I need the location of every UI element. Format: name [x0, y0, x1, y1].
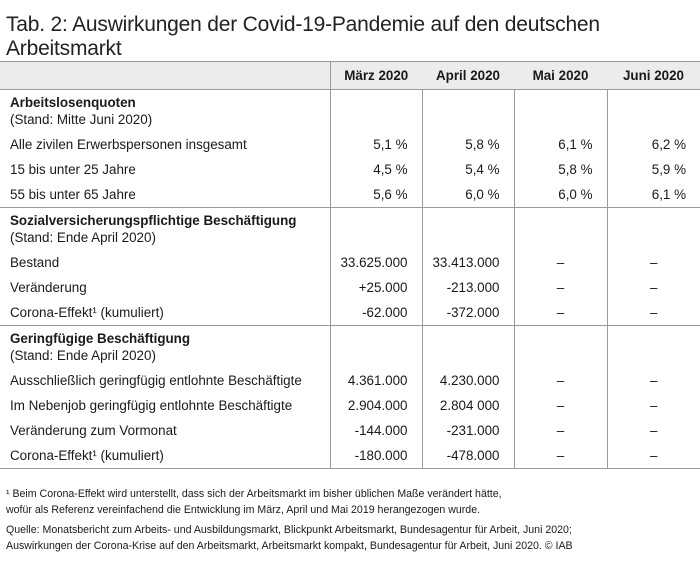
row-label: Alle zivilen Erwerbspersonen insgesamt [10, 137, 247, 152]
section-header-geringfuegig [0, 326, 700, 369]
footnote-line: wofür als Referenz vereinfachend die Entwicklung im März, April und Mai 2019 herangezogen wurde. [6, 504, 481, 516]
cell-value: – [607, 368, 700, 393]
table-row [0, 300, 700, 326]
table-body [0, 90, 700, 469]
section-heading: Geringfügige Beschäftigung [10, 331, 191, 346]
cell-value: – [607, 443, 700, 469]
cell-value: – [514, 275, 607, 300]
header-juni: Juni 2020 [607, 62, 700, 90]
header-april: April 2020 [422, 62, 514, 90]
data-table [0, 61, 700, 469]
section-header-arbeitslosenquoten [0, 90, 700, 133]
row-label: Veränderung [10, 280, 87, 295]
header-label-cell [0, 62, 330, 90]
cell-value: 6,0 % [422, 182, 514, 208]
cell-value: – [607, 275, 700, 300]
cell-value: -62.000 [330, 300, 422, 326]
row-label: Im Nebenjob geringfügig entlohnte Beschäftigte [10, 398, 293, 413]
header-row [0, 62, 700, 90]
table-row [0, 132, 700, 157]
cell-value: 5,8 % [422, 132, 514, 157]
section-title [0, 326, 330, 369]
cell-value: 33.413.000 [422, 250, 514, 275]
row-label: Veränderung zum Vormonat [10, 423, 177, 438]
source-line: Quelle: Monatsbericht zum Arbeits- und Ausbildungsmarkt, Blickpunkt Arbeitsmarkt, Bundesagentur für Arbeit, Juni 2020; [6, 524, 572, 536]
section-title [0, 90, 330, 133]
cell-value: -144.000 [330, 418, 422, 443]
row-label: Ausschließlich geringfügig entlohnte Beschäftigte [10, 373, 302, 388]
cell-value: 2.804 000 [422, 393, 514, 418]
cell-value: 5,4 % [422, 157, 514, 182]
cell-value: 2.904.000 [330, 393, 422, 418]
table-row [0, 443, 700, 469]
cell-value: -180.000 [330, 443, 422, 469]
cell-value: +25.000 [330, 275, 422, 300]
cell-value: – [607, 393, 700, 418]
header-maerz: März 2020 [330, 62, 422, 90]
cell-value: 6,1 % [607, 182, 700, 208]
cell-value: – [514, 368, 607, 393]
section-subheading: (Stand: Mitte Juni 2020) [10, 112, 153, 127]
cell-value: – [607, 418, 700, 443]
cell-value: -478.000 [422, 443, 514, 469]
cell-value: 6,2 % [607, 132, 700, 157]
section-header-sozialversicherung [0, 208, 700, 251]
cell-value: 5,1 % [330, 132, 422, 157]
table-row [0, 182, 700, 208]
cell-value: -231.000 [422, 418, 514, 443]
row-label: Corona-Effekt¹ (kumuliert) [10, 305, 164, 320]
cell-value: – [514, 250, 607, 275]
cell-value: – [514, 393, 607, 418]
table-row [0, 250, 700, 275]
row-label: Bestand [10, 255, 60, 270]
cell-value: -213.000 [422, 275, 514, 300]
source-line: Auswirkungen der Corona-Krise auf den Arbeitsmarkt, Arbeitsmarkt kompakt, Bundesagentur für Arbeit, Juni 2020. © IAB [6, 540, 573, 552]
cell-value: 4.230.000 [422, 368, 514, 393]
table-row [0, 393, 700, 418]
table-row [0, 275, 700, 300]
table-title: Tab. 2: Auswirkungen der Covid-19-Pandemie auf den deutschen Arbeitsmarkt [6, 13, 600, 60]
cell-value: – [607, 250, 700, 275]
row-label: Corona-Effekt¹ (kumuliert) [0, 443, 330, 469]
cell-value: – [514, 443, 607, 469]
cell-value: 4,5 % [330, 157, 422, 182]
cell-value: 5,9 % [607, 157, 700, 182]
section-heading: Sozialversicherungspflichtige Beschäftigung [10, 213, 297, 228]
table-row [0, 368, 700, 393]
table-row [0, 157, 700, 182]
section-heading: Arbeitslosenquoten [10, 95, 136, 110]
table-row [0, 418, 700, 443]
cell-value: 6,1 % [514, 132, 607, 157]
cell-value: – [514, 300, 607, 326]
row-label: 15 bis unter 25 Jahre [10, 162, 136, 177]
row-label: 55 bis unter 65 Jahre [10, 187, 136, 202]
section-title [0, 208, 330, 251]
header-mai: Mai 2020 [514, 62, 607, 90]
section-subheading: (Stand: Ende April 2020) [10, 348, 156, 363]
cell-value: – [514, 418, 607, 443]
cell-value: -372.000 [422, 300, 514, 326]
cell-value: – [607, 300, 700, 326]
cell-value: 6,0 % [514, 182, 607, 208]
cell-value: 5,6 % [330, 182, 422, 208]
cell-value: 4.361.000 [330, 368, 422, 393]
cell-value: 33.625.000 [330, 250, 422, 275]
cell-value: 5,8 % [514, 157, 607, 182]
section-subheading: (Stand: Ende April 2020) [10, 230, 156, 245]
table-notes [6, 486, 696, 554]
footnote-line: ¹ Beim Corona-Effekt wird unterstellt, dass sich der Arbeitsmarkt im bisher üblichen Maße verändert hätte, [6, 488, 502, 500]
